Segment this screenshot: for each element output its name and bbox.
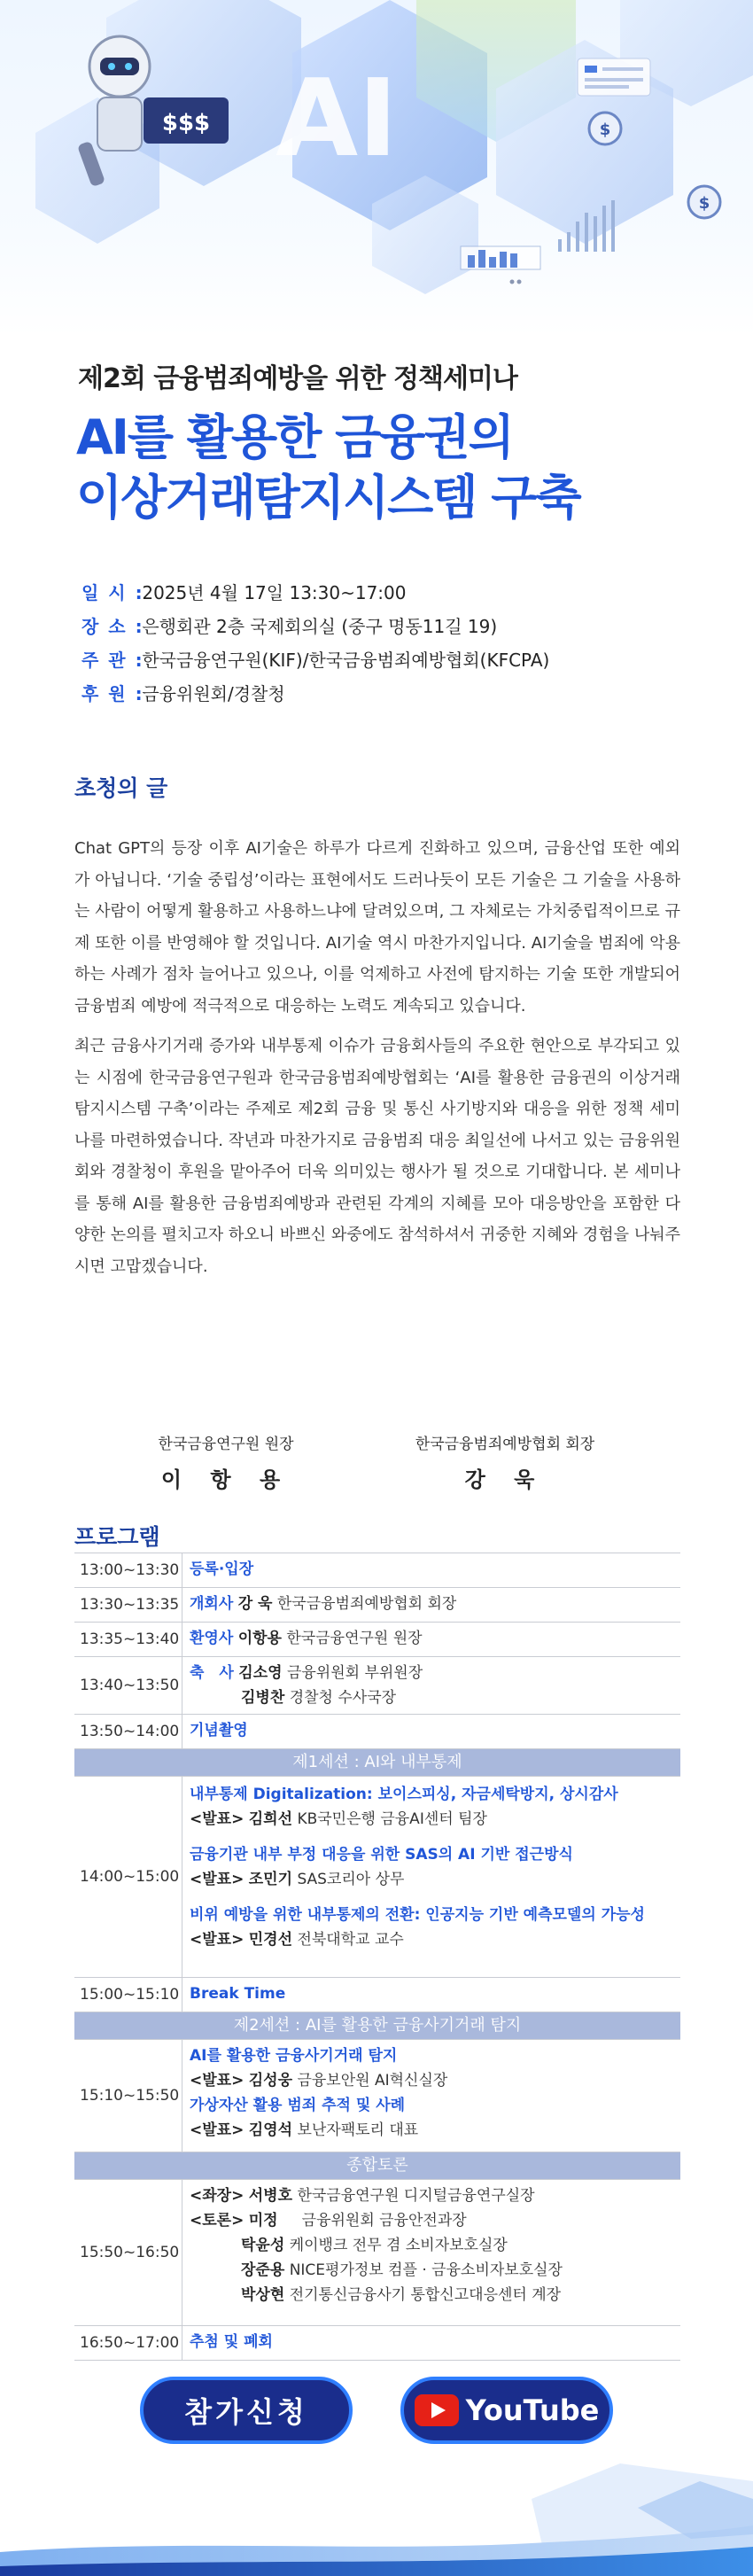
footer-wave [0,2455,753,2576]
table-row: 14:00~15:00 내부통제 Digitalization: 보이스피싱, 자금세탁방지, 상시감사 <발표> 김희선 KB국민은행 금융AI센터 팀장 금융기관 내부 부정 대응을 위한 SAS의 AI 기반 접근방식 <발표> 조민기 SAS코리아 상무 비위 예방을 위한 내부통제의 전환: 인공지능 기반 예측모델의 가능성 <발표> 민경선 전북대학교 교수 [74,1777,680,1978]
invitation-paragraph: 최근 금융사기거래 증가와 내부통제 이슈가 금융회사들의 주요한 현안으로 부각되고 있는 시점에 한국금융연구원과 한국금융범죄예방협회는 ‘AI를 활용한 금융권의 이상거래탐지시스템 구축’이라는 주제로 제2회 금융 및 통신 사기방지와 대응을 위한 정책 세미나를 마련하였습니다. 작년과 마찬가지로 금융범죄 대응 최일선에 나서고 있는 금융위원회와 경찰청이 후원을 맡아주어 더욱 의미있는 행사가 될 것으로 기대합니다. 본 세미나를 통해 AI를 활용한 금융범죄예방과 관련된 각계의 지혜를 모아 대응방안을 포함한 다양한 논의를 펼치고자 하오니 바쁘신 와중에도 참석하셔서 귀중한 지혜와 경험을 나눠주시면 고맙겠습니다. [74,1037,680,1276]
session-bar: 제2세션 : AI를 활용한 금융사기거래 탐지 [74,2012,680,2040]
hero-illustration [0,0,753,337]
info-sponsor: 후 원 : 금융위원회/경찰청 [82,683,285,704]
signature-kif: 한국금융연구원 원장 이 항 용 [158,1436,294,1492]
event-info [82,576,549,711]
coin-icon: $ [698,194,710,213]
info-venue: 장 소 : 은행회관 2층 국제회의실 (중구 명동11길 19) [82,616,498,637]
table-row: 15:00~15:10 Break Time [74,1978,680,2012]
title-line-2: 이상거래탐지시스템 구축 [76,470,580,525]
info-date: 일 시 : 2025년 4월 17일 13:30~17:00 [82,582,407,603]
table-row: 13:40~13:50 축 사 김소영 금융위원회 부위원장 김병찬 경찰청 수사국장 [74,1657,680,1715]
program-table [74,1553,680,2361]
invitation-body [74,833,680,1291]
table-row: 13:00~13:30 등록·입장 [74,1553,680,1588]
youtube-icon [415,2394,459,2426]
signature-kfcpa: 한국금융범죄예방협회 회장 강 욱 [415,1436,595,1492]
table-row: 16:50~17:00 추첨 및 폐회 [74,2326,680,2361]
table-row: 15:50~16:50 <좌장> 서병호 한국금융연구원 디지털금융연구실장 <토론> 미정 금융위원회 금융안전과장 탁윤성 케이뱅크 전무 겸 소비자보호실장 장준용 NICE평가정보 컴플 · 금융소비자보호실장 박상현 전기통신금융사기 통합신고대응센터 계장 [74,2180,680,2326]
register-button[interactable]: 참가신청 [140,2377,353,2444]
table-row: 13:30~13:35 개회사 강 욱 한국금융범죄예방협회 회장 [74,1588,680,1623]
title-line-1: AI를 활용한 금융권의 [76,409,513,465]
invitation-heading: 초청의 글 [74,775,168,801]
hero-banner [0,0,753,337]
program-heading: 프로그램 [74,1524,160,1550]
table-row: 13:35~13:40 환영사 이항용 한국금융연구원 원장 [74,1623,680,1657]
ai-big-label: AI [276,58,398,181]
bar-chart-icon [461,246,540,269]
session-bar: 종합토론 [74,2152,680,2180]
invitation-paragraph: Chat GPT의 등장 이후 AI기술은 하루가 다르게 진화하고 있으며, 금융산업 또한 예외가 아닙니다. ‘기술 중립성’이라는 표현에서도 드러나듯이 모든 기술은 그 기술을 사용하는 사람이 어떻게 활용하고 사용하느냐에 달려있으며, 그 자체로는 가치중립적이므로 규제 또한 이를 반영해야 할 것입니다. AI기술 역시 마찬가지입니다. AI기술을 범죄에 악용하는 사례가 점차 늘어나고 있으나, 이를 억제하고 사전에 탐지하는 기술 또한 개발되어 금융범죄 예방에 적극적으로 대응하는 노력도 계속되고 있습니다. [74,839,680,1016]
seminar-title [76,408,580,528]
coin-icon: $ [599,121,611,139]
table-row: 15:10~15:50 AI를 활용한 금융사기거래 탐지 <발표> 김성웅 금융보안원 AI혁신실장 가상자산 활용 범죄 추적 및 사례 <발표> 김영석 보난자팩토리 대표 [74,2040,680,2152]
youtube-button[interactable]: YouTube [400,2377,613,2444]
session-bar: 제1세션 : AI와 내부통제 [74,1749,680,1777]
table-row: 13:50~14:00 기념촬영 [74,1715,680,1749]
info-host: 주 관 : 한국금융연구원(KIF)/한국금융범죄예방협회(KFCPA) [82,650,550,671]
seminar-subtitle: 제2회 금융범죄예방을 위한 정책세미나 [78,363,517,394]
money-label: $$$ [161,110,211,136]
